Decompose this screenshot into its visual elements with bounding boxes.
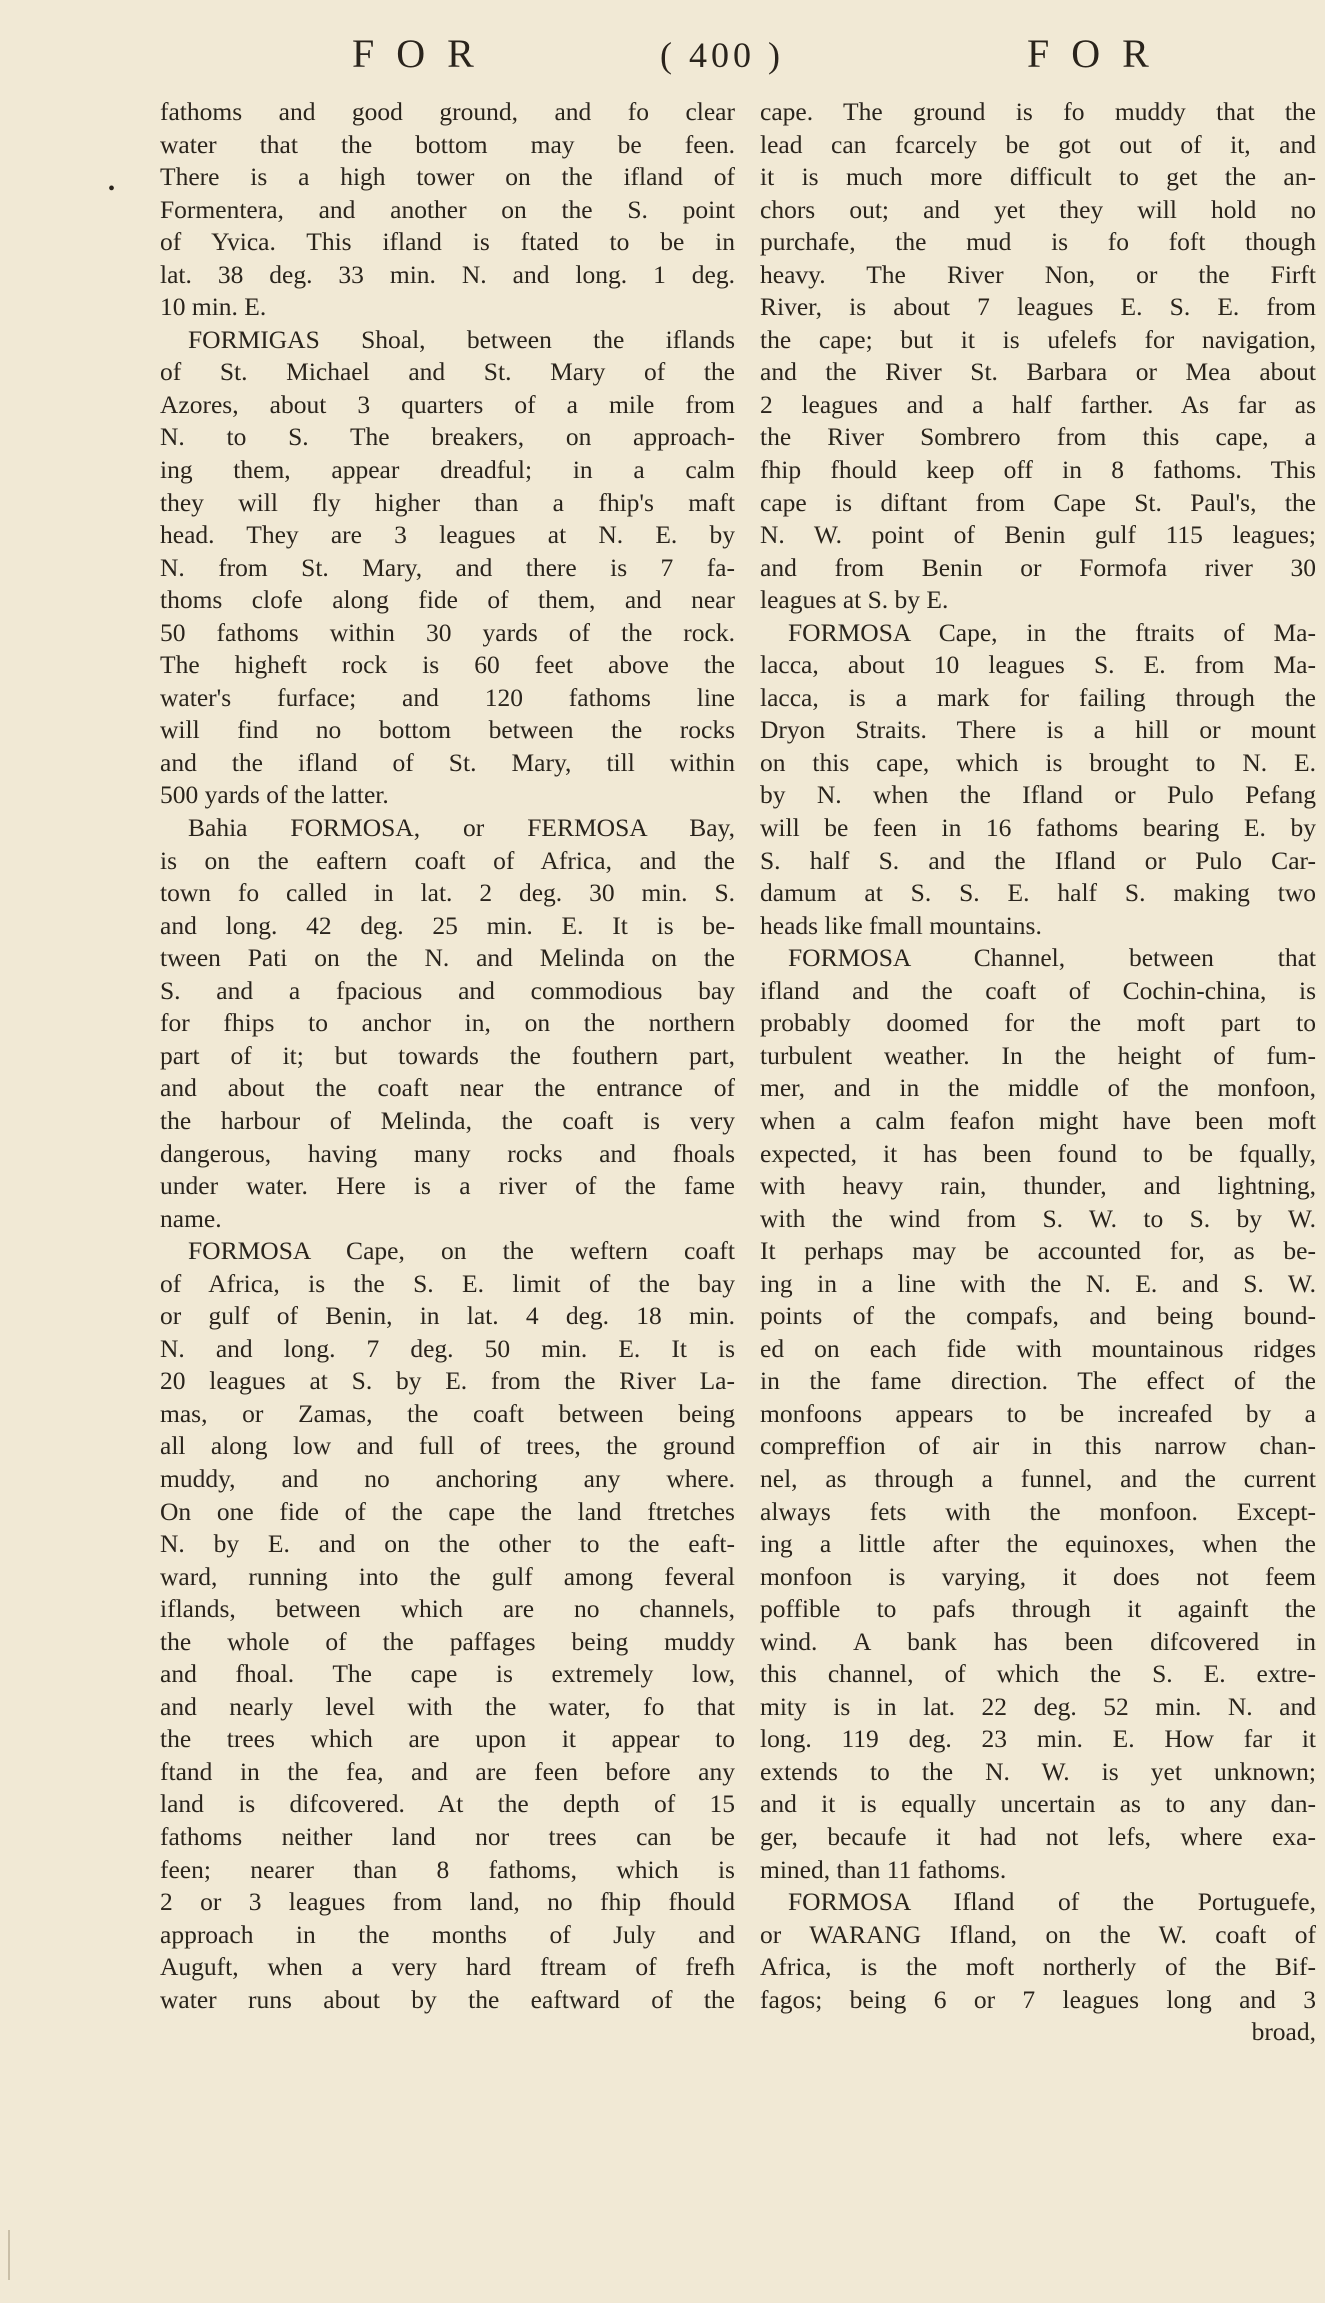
text-line: of Africa, is the S. E. limit of the bay <box>160 1268 735 1298</box>
text-line: FORMIGAS Shoal, between the iflands <box>188 324 735 354</box>
text-line: heads like fmall mountains. <box>760 910 1042 940</box>
text-line: by N. when the Ifland or Pulo Pefang <box>760 780 1316 810</box>
text-line: monfoons appears to be increafed by a <box>760 1398 1316 1428</box>
text-line: lead can fcarcely be got out of it, and <box>760 129 1316 159</box>
text-line: all along low and full of trees, the ground <box>160 1431 735 1461</box>
text-line: mer, and in the middle of the monfoon, <box>760 1073 1316 1103</box>
text-line: fhip fhould keep off in 8 fathoms. This <box>760 455 1316 485</box>
text-line: of Yvica. This ifland is ftated to be in <box>160 227 735 257</box>
text-line: N. W. point of Benin gulf 115 leagues; <box>760 520 1316 550</box>
text-line: the River Sombrero from this cape, a <box>760 422 1316 452</box>
text-line: and about the coaft near the entrance of <box>160 1073 735 1103</box>
text-line: 50 fathoms within 30 yards of the rock. <box>160 617 735 647</box>
right-column <box>760 96 1316 2049</box>
text-line: they will fly higher than a fhip's maft <box>160 487 735 517</box>
text-line: extends to the N. W. is yet unknown; <box>760 1756 1316 1786</box>
text-line: the cape; but it is ufelefs for navigation, <box>760 324 1316 354</box>
text-line: S. and a fpacious and commodious bay <box>160 975 735 1005</box>
text-line: FORMOSA Cape, on the weftern coaft <box>188 1236 735 1266</box>
text-line: always fets with the monfoon. Except- <box>760 1496 1316 1526</box>
text-line: FORMOSA Ifland of the Portuguefe, <box>788 1887 1316 1917</box>
text-line: and it is equally uncertain as to any dan- <box>760 1789 1316 1819</box>
text-line: 2 leagues and a half farther. As far as <box>760 389 1316 419</box>
text-line: with heavy rain, thunder, and lightning, <box>760 1171 1316 1201</box>
text-line: head. They are 3 leagues at N. E. by <box>160 520 735 550</box>
text-line: expected, it has been found to be fqually, <box>760 1138 1316 1168</box>
text-line: N. and long. 7 deg. 50 min. E. It is <box>160 1333 735 1363</box>
text-line: name. <box>160 1203 222 1233</box>
text-line: It perhaps may be accounted for, as be- <box>760 1236 1316 1266</box>
text-line: Bahia FORMOSA, or FERMOSA Bay, <box>188 813 735 843</box>
text-line: thoms clofe along fide of them, and near <box>160 585 735 615</box>
text-line: for fhips to anchor in, on the northern <box>160 1008 735 1038</box>
text-line: and from Benin or Formofa river 30 <box>760 552 1316 582</box>
text-line: mity is in lat. 22 deg. 52 min. N. and <box>760 1691 1316 1721</box>
header-right: FOR <box>1027 31 1171 76</box>
text-line: or WARANG Ifland, on the W. coaft of <box>760 1919 1316 1949</box>
text-line: fathoms and good ground, and fo clear <box>160 97 735 126</box>
text-line: broad, <box>1251 2017 1316 2047</box>
text-line: mined, than 11 fathoms. <box>760 1854 1007 1884</box>
text-line: N. from St. Mary, and there is 7 fa- <box>160 552 735 582</box>
text-line: damum at S. S. E. half S. making two <box>760 878 1316 908</box>
text-line: lat. 38 deg. 33 min. N. and long. 1 deg. <box>160 259 735 289</box>
text-line: ing a little after the equinoxes, when the <box>760 1529 1316 1559</box>
text-line: ing them, appear dreadful; in a calm <box>160 455 735 485</box>
running-header <box>0 30 1325 90</box>
text-line: fagos; being 6 or 7 leagues long and 3 <box>760 1984 1316 2014</box>
text-line: monfoon is varying, it does not feem <box>760 1561 1316 1591</box>
text-line: of St. Michael and St. Mary of the <box>160 357 735 387</box>
text-line: town fo called in lat. 2 deg. 30 min. S. <box>160 878 735 908</box>
text-line: the trees which are upon it appear to <box>160 1724 735 1754</box>
text-line: Azores, about 3 quarters of a mile from <box>160 389 735 419</box>
text-line: ifland and the coaft of Cochin-china, is <box>760 975 1316 1005</box>
text-line: lacca, about 10 leagues S. E. from Ma- <box>760 650 1316 680</box>
text-line: in the fame direction. The effect of the <box>760 1366 1316 1396</box>
text-line: land is difcovered. At the depth of 15 <box>160 1789 735 1819</box>
text-line: ftand in the fea, and are feen before any <box>160 1756 735 1786</box>
text-line: will find no bottom between the rocks <box>160 715 735 745</box>
text-line: part of it; but towards the fouthern part, <box>160 1040 735 1070</box>
text-line: lacca, is a mark for failing through the <box>760 682 1316 712</box>
text-line: water's furface; and 120 fathoms line <box>160 682 735 712</box>
text-line: poffible to pafs through it againft the <box>760 1594 1316 1624</box>
text-line: S. half S. and the Ifland or Pulo Car- <box>760 845 1316 875</box>
text-line: ger, becaufe it had not lefs, where exa- <box>760 1821 1316 1851</box>
text-line: and the River St. Barbara or Mea about <box>760 357 1316 387</box>
text-line: and fhoal. The cape is extremely low, <box>160 1659 735 1689</box>
left-column <box>160 96 735 2016</box>
text-line: On one fide of the cape the land ftretches <box>160 1496 735 1526</box>
text-line: approach in the months of July and <box>160 1919 735 1949</box>
text-line: mas, or Zamas, the coaft between being <box>160 1398 735 1428</box>
text-line: under water. Here is a river of the fame <box>160 1171 735 1201</box>
text-line: compreffion of air in this narrow chan- <box>760 1431 1316 1461</box>
text-line: iflands, between which are no channels, <box>160 1594 735 1624</box>
text-line: There is a high tower on the ifland of <box>160 162 735 192</box>
text-line: Formentera, and another on the S. point <box>160 194 735 224</box>
text-line: and long. 42 deg. 25 min. E. It is be- <box>160 910 735 940</box>
text-line: River, is about 7 leagues E. S. E. from <box>760 292 1316 322</box>
text-line: purchafe, the mud is fo foft though <box>760 227 1316 257</box>
text-line: feen; nearer than 8 fathoms, which is <box>160 1854 735 1884</box>
margin-mark: • <box>108 178 116 200</box>
text-line: and the ifland of St. Mary, till within <box>160 747 735 777</box>
text-line: 2 or 3 leagues from land, no fhip fhould <box>160 1887 735 1917</box>
text-line: heavy. The River Non, or the Firft <box>760 259 1316 289</box>
text-line: the whole of the paffages being muddy <box>160 1626 735 1656</box>
text-line: FORMOSA Channel, between that <box>788 943 1316 973</box>
text-line: water that the bottom may be feen. <box>160 129 735 159</box>
text-line: or gulf of Benin, in lat. 4 deg. 18 min. <box>160 1301 735 1331</box>
text-line: N. to S. The breakers, on approach- <box>160 422 735 452</box>
text-line: probably doomed for the moft part to <box>760 1008 1316 1038</box>
text-line: and nearly level with the water, fo that <box>160 1691 735 1721</box>
page-number: ( 400 ) <box>660 35 784 75</box>
text-line: ward, running into the gulf among feveral <box>160 1561 735 1591</box>
text-line: water runs about by the eaftward of the <box>160 1984 735 2014</box>
text-line: on this cape, which is brought to N. E. <box>760 747 1316 777</box>
text-line: with the wind from S. W. to S. by W. <box>760 1203 1316 1233</box>
text-line: 20 leagues at S. by E. from the River La- <box>160 1366 735 1396</box>
text-line: points of the compafs, and being bound- <box>760 1301 1316 1331</box>
text-line: tween Pati on the N. and Melinda on the <box>160 943 735 973</box>
text-line: 10 min. E. <box>160 292 267 322</box>
text-line: muddy, and no anchoring any where. <box>160 1463 735 1493</box>
text-line: ing in a line with the N. E. and S. W. <box>760 1268 1316 1298</box>
text-line: is on the eaftern coaft of Africa, and the <box>160 845 735 875</box>
text-line: leagues at S. by E. <box>760 585 949 615</box>
text-line: the harbour of Melinda, the coaft is very <box>160 1105 735 1135</box>
text-line: The higheft rock is 60 feet above the <box>160 650 735 680</box>
text-line: 500 yards of the latter. <box>160 780 389 810</box>
text-line: N. by E. and on the other to the eaft- <box>160 1529 735 1559</box>
text-line: ed on each fide with mountainous ridges <box>760 1333 1316 1363</box>
text-line: fathoms neither land nor trees can be <box>160 1821 735 1851</box>
page-edge-mark <box>8 2230 10 2280</box>
text-line: Africa, is the moft northerly of the Bif- <box>760 1952 1316 1982</box>
text-line: dangerous, having many rocks and fhoals <box>160 1138 735 1168</box>
text-line: wind. A bank has been difcovered in <box>760 1626 1316 1656</box>
text-line: cape. The ground is fo muddy that the <box>760 97 1316 126</box>
text-line: will be feen in 16 fathoms bearing E. by <box>760 813 1316 843</box>
header-left: FOR <box>352 31 496 76</box>
text-line: nel, as through a funnel, and the current <box>760 1463 1316 1493</box>
text-line: turbulent weather. In the height of fum- <box>760 1040 1316 1070</box>
text-line: it is much more difficult to get the an- <box>760 162 1316 192</box>
text-line: this channel, of which the S. E. extre- <box>760 1659 1316 1689</box>
text-line: cape is diftant from Cape St. Paul's, the <box>760 487 1316 517</box>
text-line: FORMOSA Cape, in the ftraits of Ma- <box>788 617 1316 647</box>
text-line: Dryon Straits. There is a hill or mount <box>760 715 1316 745</box>
text-line: when a calm feafon might have been moft <box>760 1105 1316 1135</box>
text-line: Auguft, when a very hard ftream of frefh <box>160 1952 735 1982</box>
text-line: chors out; and yet they will hold no <box>760 194 1316 224</box>
text-line: long. 119 deg. 23 min. E. How far it <box>760 1724 1316 1754</box>
